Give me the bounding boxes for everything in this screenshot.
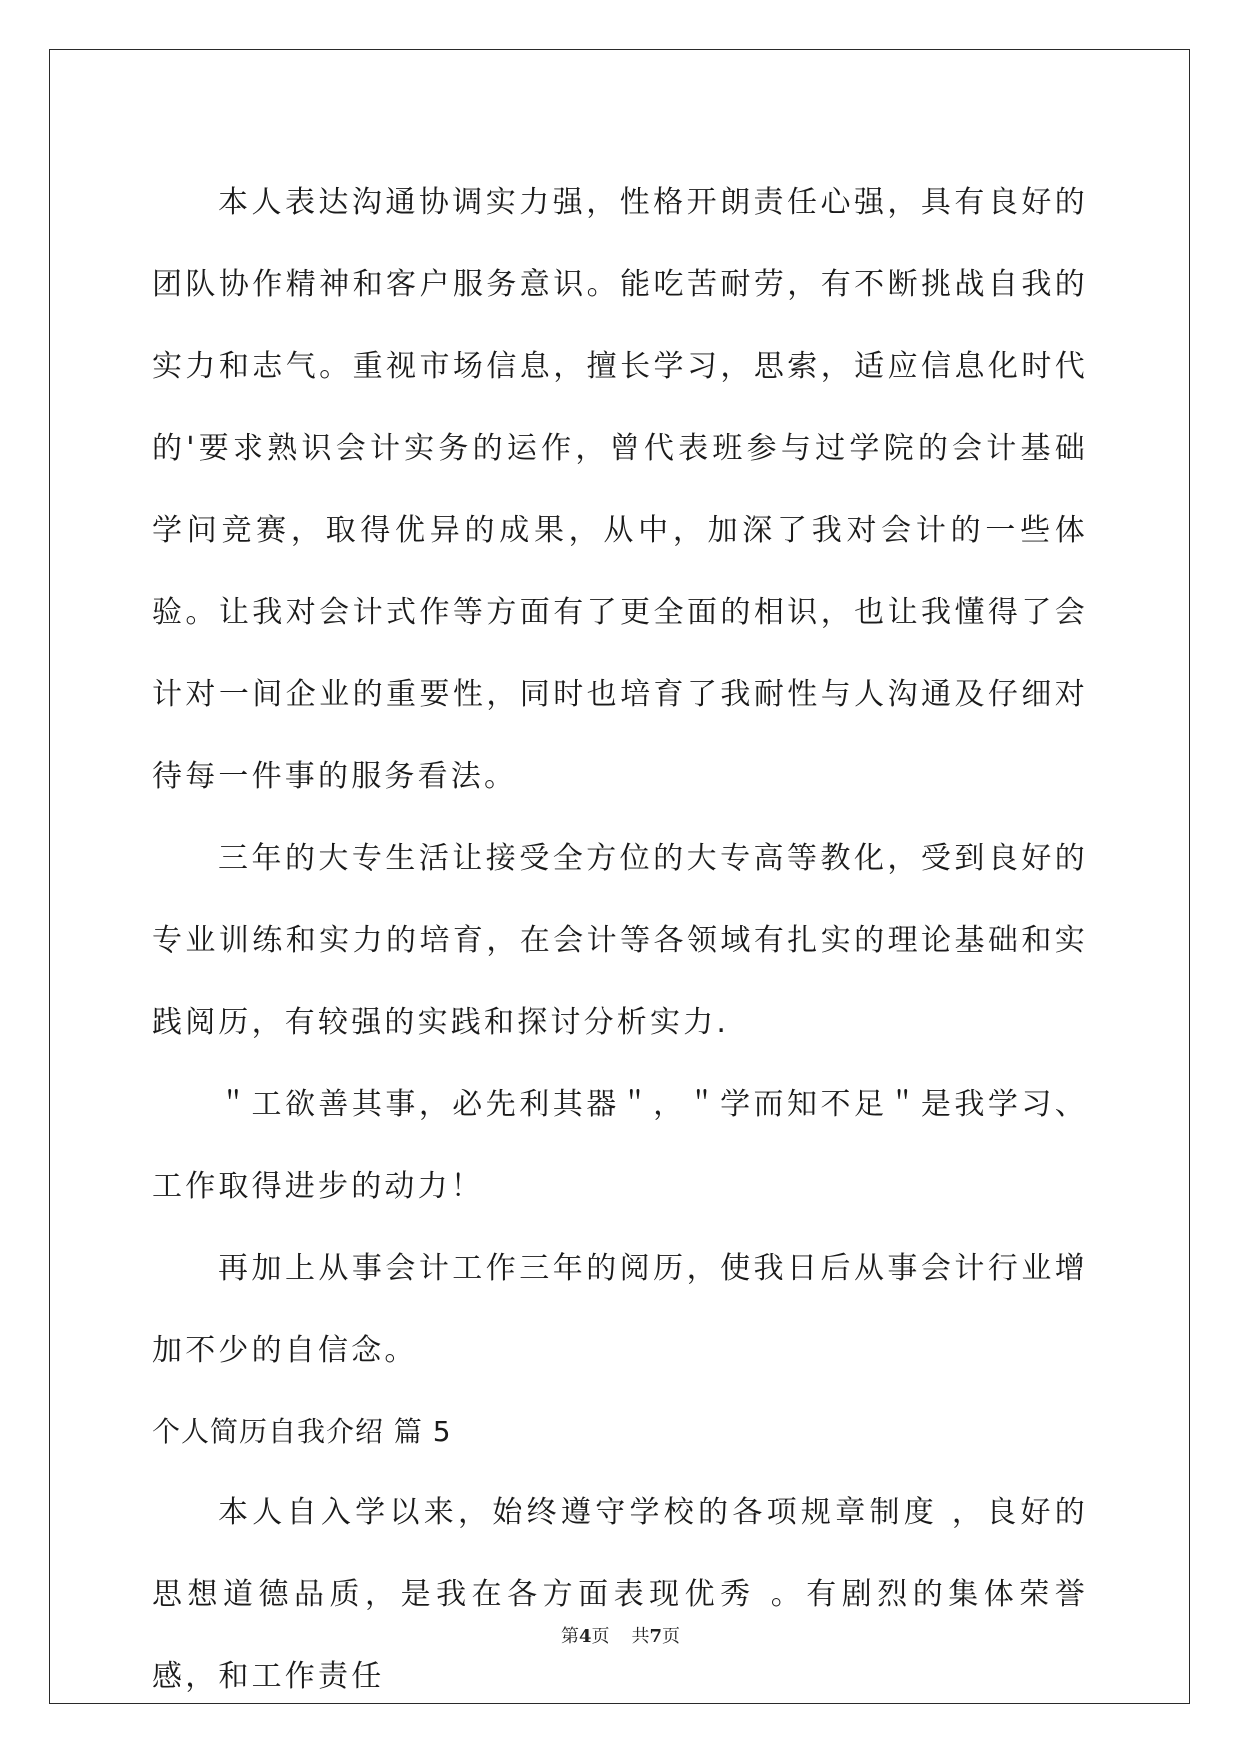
document-body (152, 162, 1088, 1718)
footer-prefix: 第 (560, 1626, 579, 1647)
paragraph-5: 本人自入学以来，始终遵守学校的各项规章制度 ，良好的思想道德品质，是我在各方面表现优秀 。有剧烈的集体荣誉感，和工作责任 (152, 1495, 1088, 1694)
footer-page-suffix: 页 (591, 1626, 610, 1647)
total-pages-number: 7 (649, 1626, 663, 1647)
page-footer (0, 1622, 1241, 1648)
current-page-number: 4 (578, 1626, 592, 1647)
paragraph-3: ＂工欲善其事，必先利其器＂，＂学而知不足＂是我学习、工作取得进步的动力！ (152, 1087, 1088, 1204)
paragraph-4: 再加上从事会计工作三年的阅历，使我日后从事会计行业增加不少的自信念。 (152, 1251, 1088, 1368)
footer-total-suffix: 页 (662, 1626, 681, 1647)
footer-total-prefix: 共 (631, 1626, 650, 1647)
section-heading: 个人简历自我介绍 篇 5 (152, 1415, 452, 1448)
paragraph-2: 三年的大专生活让接受全方位的大专高等教化，受到良好的专业训练和实力的培育，在会计等各领域有扎实的理论基础和实践阅历，有较强的实践和探讨分析实力. (152, 841, 1088, 1040)
paragraph-1: 本人表达沟通协调实力强，性格开朗责任心强，具有良好的团队协作精神和客户服务意识。能吃苦耐劳，有不断挑战自我的实力和志气。重视市场信息，擅长学习，思索，适应信息化时代的'要求熟识会计实务的运作，曾代表班参与过学院的会计基础学问竞赛，取得优异的成果，从中，加深了我对会计的一些体验。让我对会计式作等方面有了更全面的相识，也让我懂得了会计对一间企业的重要性，同时也培育了我耐性与人沟通及仔细对待每一件事的服务看法。 (152, 185, 1088, 794)
